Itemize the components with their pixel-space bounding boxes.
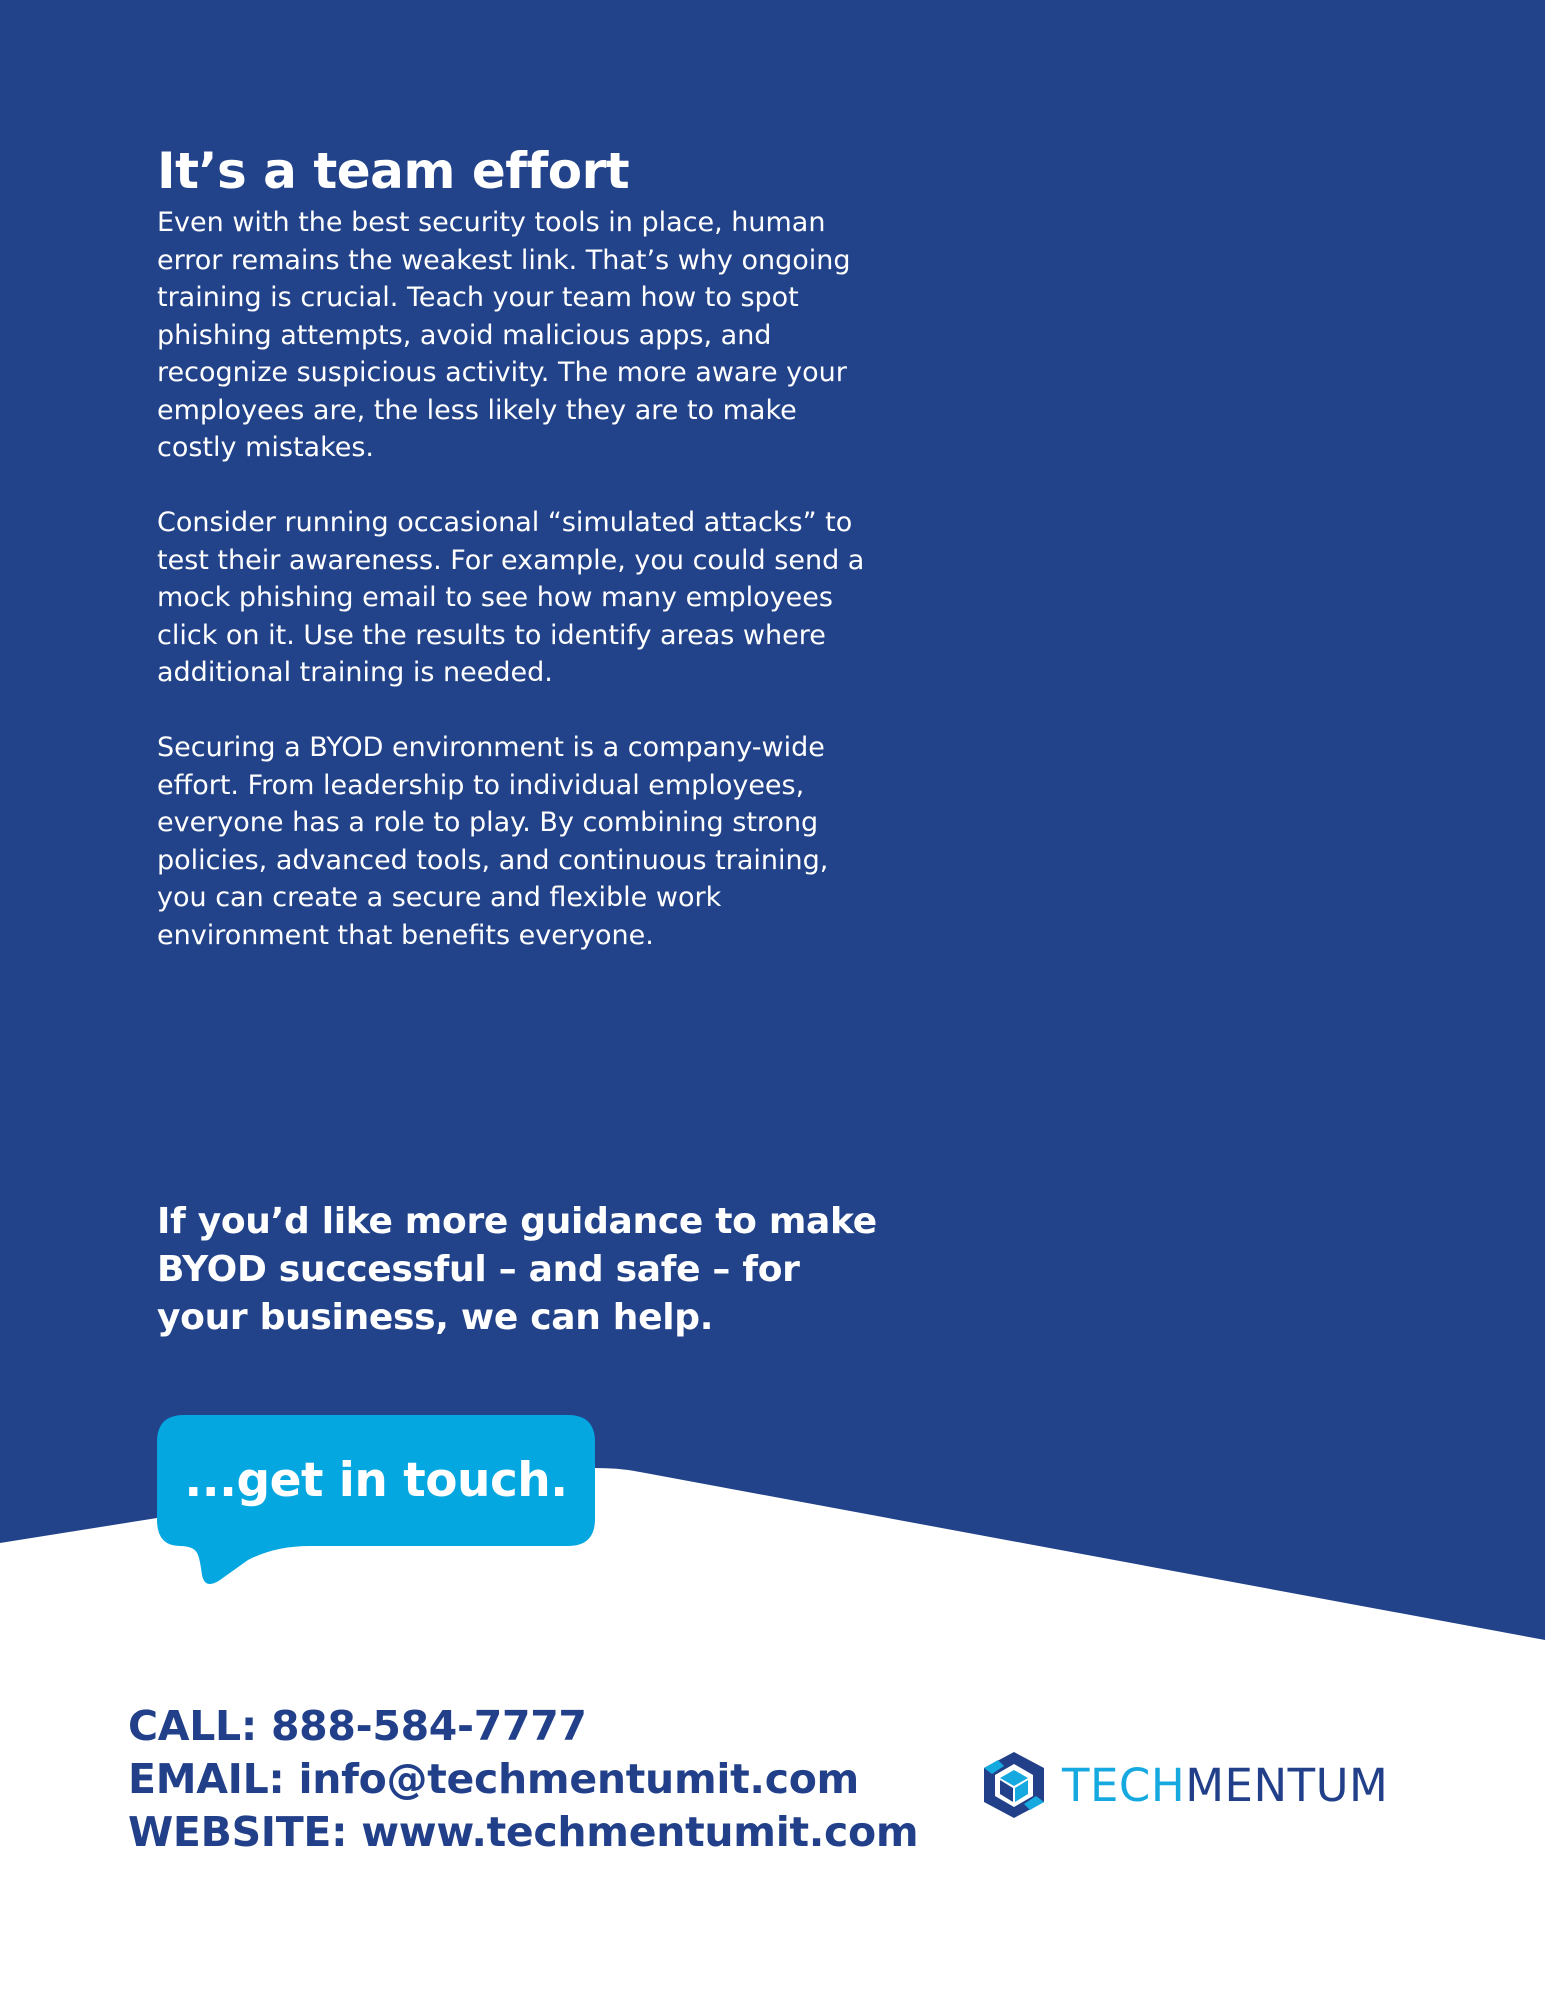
logo-text-mentum: MENTUM xyxy=(1185,1758,1389,1812)
logo-text-tech: TECH xyxy=(1062,1758,1186,1812)
contact-email[interactable]: EMAIL: info@techmentumit.com xyxy=(128,1755,859,1803)
section-title: It’s a team effort xyxy=(157,142,630,200)
cta-guidance-text: If you’d like more guidance to make BYOD successful – and safe – for your business, we can help. xyxy=(157,1201,877,1338)
contact-phone[interactable]: CALL: 888-584-7777 xyxy=(128,1702,587,1750)
paragraph-company-wide: Securing a BYOD environment is a company-wide effort. From leadership to individual employees, everyone has a role to play. By combining strong policies, advanced tools, and continuous training, you can create a secure and flexible work environment that benefits everyone. xyxy=(157,732,829,951)
section-body xyxy=(157,204,877,992)
paragraph-simulated-attacks: Consider running occasional “simulated attacks” to test their awareness. For example, you could send a mock phishing email to see how many employees click on it. Use the results to identify areas where additional training is needed. xyxy=(157,507,865,688)
get-in-touch-button[interactable]: ...get in touch. xyxy=(184,1452,568,1508)
contact-info xyxy=(128,1700,918,1859)
hexagon-cube-logo-icon xyxy=(978,1750,1050,1820)
logo-wordmark xyxy=(1062,1758,1389,1812)
contact-website[interactable]: WEBSITE: www.techmentumit.com xyxy=(128,1808,919,1856)
paragraph-training: Even with the best security tools in place, human error remains the weakest link. That’s why ongoing training is crucial. Teach your team how to spot phishing attempts, avoid malicious apps, and recognize suspicious activity. The more aware your employees are, the less likely they are to make costly mistakes. xyxy=(157,207,851,463)
techmentum-logo xyxy=(978,1750,1388,1820)
